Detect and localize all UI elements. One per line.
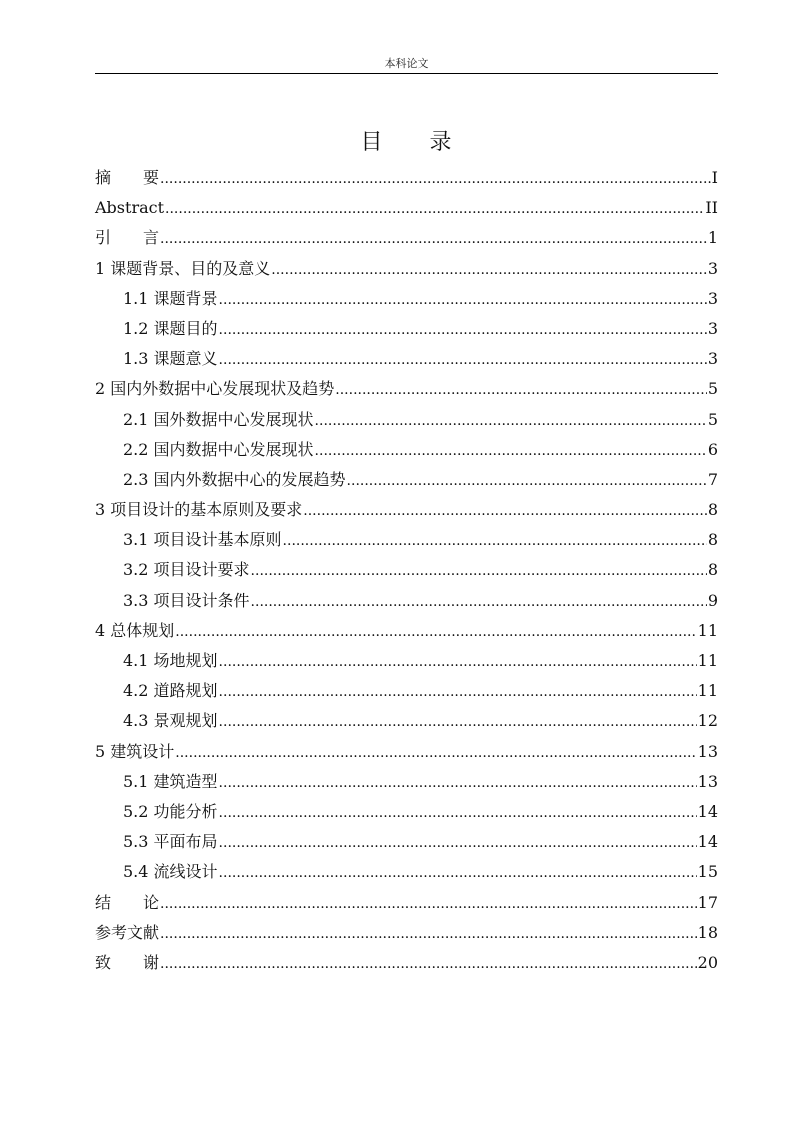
toc-entry-page: 18: [697, 922, 718, 942]
toc-entry-label: 致 谢: [95, 952, 160, 972]
dot-leader: [283, 526, 707, 556]
dot-leader: [219, 677, 697, 707]
toc-entry-section-5-1[interactable]: [95, 767, 718, 797]
toc-title: 目 录: [360, 130, 453, 155]
toc-entry-label: 2.2 国内数据中心发展现状: [123, 439, 314, 459]
toc-entry-page: 13: [697, 741, 718, 761]
dot-leader: [160, 164, 711, 194]
toc-entry-label: 2 国内外数据中心发展现状及趋势: [95, 379, 335, 399]
toc-entry-label: 摘 要: [95, 168, 160, 187]
toc-entry-page: 17: [697, 892, 718, 912]
dot-leader: [160, 949, 697, 979]
toc-entry-page: 11: [697, 651, 718, 670]
header-rule: [95, 73, 718, 74]
toc-entry-section-1-1[interactable]: [95, 284, 718, 314]
toc-entry-page: 11: [697, 620, 718, 640]
toc-entry-label: 4.1 场地规划: [123, 651, 218, 670]
toc-entry-label: 5.3 平面布局: [123, 832, 218, 852]
toc-entry-conclusion[interactable]: [95, 888, 718, 918]
dot-leader: [303, 496, 707, 526]
dot-leader: [315, 436, 707, 466]
toc-entry-label: 3.1 项目设计基本原则: [123, 530, 282, 550]
toc-entry-label: 5 建筑设计: [95, 741, 175, 761]
toc-entry-label: 4.3 景观规划: [123, 711, 218, 731]
dot-leader: [219, 285, 707, 315]
dot-leader: [219, 707, 697, 737]
toc-entry-section-2-2[interactable]: [95, 435, 718, 465]
toc-entry-section-3-2[interactable]: [95, 555, 718, 585]
toc-entry-label: 3.3 项目设计条件: [123, 590, 250, 610]
toc-entry-references[interactable]: [95, 918, 718, 948]
dot-leader: [219, 345, 707, 375]
dot-leader: [251, 587, 707, 617]
toc-entry-acknowledgements[interactable]: [95, 948, 718, 978]
toc-entry-abstract-en[interactable]: [95, 193, 718, 223]
dot-leader: [251, 556, 707, 586]
running-header: 本科论文: [384, 57, 429, 70]
toc-entry-label: 3 项目设计的基本原则及要求: [95, 500, 303, 520]
dot-leader: [271, 255, 707, 285]
dot-leader: [335, 375, 707, 405]
toc-entry-page: 1: [707, 228, 718, 248]
toc-entry-label: 引 言: [95, 228, 160, 248]
toc-entry-page: 8: [707, 560, 718, 580]
toc-entry-label: 1 课题背景、目的及意义: [95, 258, 271, 278]
toc-entry-section-1-3[interactable]: [95, 344, 718, 374]
toc-entry-label: 3.2 项目设计要求: [123, 560, 250, 580]
toc-entry-chapter-5[interactable]: [95, 737, 718, 767]
toc-entry-section-4-2[interactable]: [95, 676, 718, 706]
toc-entry-page: 12: [697, 711, 718, 731]
toc-entry-label: 2.1 国外数据中心发展现状: [123, 409, 314, 429]
toc-entry-page: 20: [697, 952, 718, 972]
toc-entry-section-4-3[interactable]: [95, 706, 718, 736]
toc-entry-page: 11: [697, 681, 718, 701]
toc-entry-chapter-4[interactable]: [95, 616, 718, 646]
toc-entry-label: 1.3 课题意义: [123, 349, 218, 369]
dot-leader: [315, 406, 707, 436]
toc-entry-label: 1.2 课题目的: [123, 318, 218, 338]
toc-entry-section-3-3[interactable]: [95, 586, 718, 616]
dot-leader: [219, 768, 697, 798]
dot-leader: [347, 466, 707, 496]
dot-leader: [219, 315, 707, 345]
toc-entry-section-2-3[interactable]: [95, 465, 718, 495]
toc-entry-section-5-3[interactable]: [95, 827, 718, 857]
toc-entry-page: 15: [697, 862, 718, 882]
toc-entry-label: 1.1 课题背景: [123, 288, 218, 308]
toc-entry-page: 13: [697, 771, 718, 791]
dot-leader: [219, 858, 697, 888]
toc-entry-section-1-2[interactable]: [95, 314, 718, 344]
dot-leader: [219, 647, 697, 677]
toc-entry-label: 4 总体规划: [95, 620, 175, 640]
toc-entry-label: 4.2 道路规划: [123, 681, 218, 701]
toc-entry-page: 3: [707, 288, 718, 308]
toc-entry-page: 7: [707, 469, 718, 489]
toc-entry-section-4-1[interactable]: [95, 646, 718, 676]
toc-entry-page: 3: [707, 258, 718, 278]
toc-entry-introduction[interactable]: [95, 223, 718, 253]
toc-entry-chapter-2[interactable]: [95, 374, 718, 404]
toc-entry-label: 5.1 建筑造型: [123, 771, 218, 791]
toc-entry-page: 3: [707, 318, 718, 338]
toc-entry-section-3-1[interactable]: [95, 525, 718, 555]
toc-entry-page: 6: [707, 439, 718, 459]
toc-entry-abstract-cn[interactable]: [95, 163, 718, 193]
dot-leader: [175, 617, 696, 647]
toc-entry-page: 3: [707, 349, 718, 369]
toc-entry-page: 8: [707, 500, 718, 520]
toc-entry-page: 9: [707, 590, 718, 610]
dot-leader: [165, 194, 704, 224]
toc-entry-page: 8: [707, 530, 718, 550]
toc-entry-label: 5.4 流线设计: [123, 862, 218, 882]
toc-entry-label: 2.3 国内外数据中心的发展趋势: [123, 469, 346, 489]
dot-leader: [219, 828, 697, 858]
toc-entry-label: 参考文献: [95, 922, 160, 942]
toc-entry-label: 5.2 功能分析: [123, 801, 218, 821]
toc-entry-label: Abstract: [95, 198, 165, 218]
toc-entry-page: 5: [707, 409, 718, 429]
dot-leader: [175, 738, 696, 768]
toc-entry-page: I: [711, 168, 718, 187]
table-of-contents: [95, 163, 718, 978]
toc-entry-section-2-1[interactable]: [95, 405, 718, 435]
dot-leader: [219, 798, 697, 828]
toc-entry-page: II: [705, 198, 718, 218]
toc-entry-label: 结 论: [95, 892, 160, 912]
toc-entry-page: 14: [697, 801, 718, 821]
toc-entry-page: 5: [707, 379, 718, 399]
dot-leader: [160, 224, 707, 254]
toc-entry-section-5-4[interactable]: [95, 857, 718, 887]
toc-entry-page: 14: [697, 832, 718, 852]
toc-entry-section-5-2[interactable]: [95, 797, 718, 827]
dot-leader: [160, 889, 697, 919]
toc-entry-chapter-3[interactable]: [95, 495, 718, 525]
toc-entry-chapter-1[interactable]: [95, 254, 718, 284]
dot-leader: [160, 919, 697, 949]
